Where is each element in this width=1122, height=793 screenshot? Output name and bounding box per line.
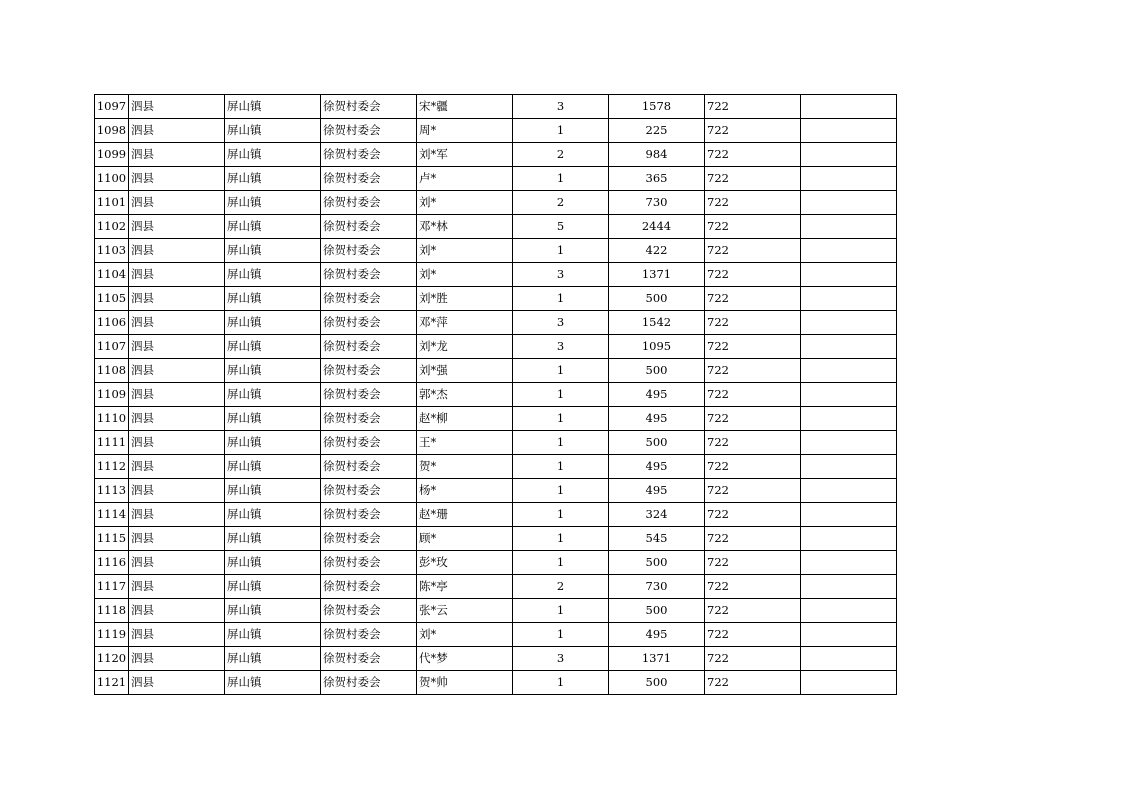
household-count-cell: 1 <box>513 599 609 623</box>
village-committee-cell: 徐贺村委会 <box>321 383 417 407</box>
county-cell: 泗县 <box>129 407 225 431</box>
amount-cell: 1371 <box>609 263 705 287</box>
household-count-cell: 1 <box>513 455 609 479</box>
row-number-cell: 1118 <box>95 599 129 623</box>
beneficiary-table <box>94 94 897 695</box>
village-committee-cell: 徐贺村委会 <box>321 551 417 575</box>
household-count-cell: 3 <box>513 335 609 359</box>
note-cell <box>801 215 897 239</box>
village-committee-cell: 徐贺村委会 <box>321 143 417 167</box>
town-cell: 屏山镇 <box>225 143 321 167</box>
note-cell <box>801 479 897 503</box>
village-committee-cell: 徐贺村委会 <box>321 599 417 623</box>
village-committee-cell: 徐贺村委会 <box>321 503 417 527</box>
code-cell: 722 <box>705 359 801 383</box>
table-row <box>95 647 897 671</box>
code-cell: 722 <box>705 215 801 239</box>
note-cell <box>801 383 897 407</box>
county-cell: 泗县 <box>129 647 225 671</box>
row-number-cell: 1097 <box>95 95 129 119</box>
town-cell: 屏山镇 <box>225 623 321 647</box>
note-cell <box>801 287 897 311</box>
household-count-cell: 2 <box>513 143 609 167</box>
town-cell: 屏山镇 <box>225 551 321 575</box>
village-committee-cell: 徐贺村委会 <box>321 407 417 431</box>
table-row <box>95 335 897 359</box>
household-count-cell: 1 <box>513 671 609 695</box>
row-number-cell: 1098 <box>95 119 129 143</box>
amount-cell: 500 <box>609 671 705 695</box>
table-row <box>95 287 897 311</box>
household-count-cell: 1 <box>513 383 609 407</box>
note-cell <box>801 431 897 455</box>
person-name-cell: 张*云 <box>417 599 513 623</box>
village-committee-cell: 徐贺村委会 <box>321 359 417 383</box>
household-count-cell: 3 <box>513 95 609 119</box>
amount-cell: 324 <box>609 503 705 527</box>
code-cell: 722 <box>705 263 801 287</box>
household-count-cell: 5 <box>513 215 609 239</box>
person-name-cell: 贺*帅 <box>417 671 513 695</box>
town-cell: 屏山镇 <box>225 167 321 191</box>
village-committee-cell: 徐贺村委会 <box>321 647 417 671</box>
table-row <box>95 575 897 599</box>
county-cell: 泗县 <box>129 503 225 527</box>
village-committee-cell: 徐贺村委会 <box>321 311 417 335</box>
amount-cell: 500 <box>609 551 705 575</box>
village-committee-cell: 徐贺村委会 <box>321 623 417 647</box>
amount-cell: 500 <box>609 599 705 623</box>
village-committee-cell: 徐贺村委会 <box>321 335 417 359</box>
code-cell: 722 <box>705 407 801 431</box>
person-name-cell: 卢* <box>417 167 513 191</box>
code-cell: 722 <box>705 647 801 671</box>
village-committee-cell: 徐贺村委会 <box>321 479 417 503</box>
note-cell <box>801 551 897 575</box>
row-number-cell: 1100 <box>95 167 129 191</box>
table-row <box>95 311 897 335</box>
town-cell: 屏山镇 <box>225 95 321 119</box>
row-number-cell: 1114 <box>95 503 129 527</box>
note-cell <box>801 455 897 479</box>
amount-cell: 730 <box>609 575 705 599</box>
code-cell: 722 <box>705 431 801 455</box>
note-cell <box>801 671 897 695</box>
amount-cell: 495 <box>609 383 705 407</box>
person-name-cell: 刘* <box>417 239 513 263</box>
household-count-cell: 1 <box>513 551 609 575</box>
table-row <box>95 551 897 575</box>
code-cell: 722 <box>705 455 801 479</box>
person-name-cell: 邓*林 <box>417 215 513 239</box>
household-count-cell: 1 <box>513 527 609 551</box>
household-count-cell: 1 <box>513 287 609 311</box>
row-number-cell: 1113 <box>95 479 129 503</box>
village-committee-cell: 徐贺村委会 <box>321 671 417 695</box>
code-cell: 722 <box>705 95 801 119</box>
row-number-cell: 1105 <box>95 287 129 311</box>
note-cell <box>801 503 897 527</box>
county-cell: 泗县 <box>129 335 225 359</box>
amount-cell: 984 <box>609 143 705 167</box>
county-cell: 泗县 <box>129 359 225 383</box>
village-committee-cell: 徐贺村委会 <box>321 167 417 191</box>
amount-cell: 495 <box>609 479 705 503</box>
county-cell: 泗县 <box>129 551 225 575</box>
table-row <box>95 191 897 215</box>
household-count-cell: 3 <box>513 311 609 335</box>
town-cell: 屏山镇 <box>225 647 321 671</box>
row-number-cell: 1107 <box>95 335 129 359</box>
code-cell: 722 <box>705 191 801 215</box>
amount-cell: 1095 <box>609 335 705 359</box>
note-cell <box>801 575 897 599</box>
table-row <box>95 383 897 407</box>
county-cell: 泗县 <box>129 287 225 311</box>
town-cell: 屏山镇 <box>225 431 321 455</box>
amount-cell: 225 <box>609 119 705 143</box>
person-name-cell: 周* <box>417 119 513 143</box>
person-name-cell: 王* <box>417 431 513 455</box>
code-cell: 722 <box>705 119 801 143</box>
code-cell: 722 <box>705 383 801 407</box>
village-committee-cell: 徐贺村委会 <box>321 527 417 551</box>
table-row <box>95 623 897 647</box>
town-cell: 屏山镇 <box>225 383 321 407</box>
code-cell: 722 <box>705 503 801 527</box>
amount-cell: 365 <box>609 167 705 191</box>
amount-cell: 500 <box>609 287 705 311</box>
village-committee-cell: 徐贺村委会 <box>321 455 417 479</box>
county-cell: 泗县 <box>129 575 225 599</box>
note-cell <box>801 623 897 647</box>
household-count-cell: 1 <box>513 479 609 503</box>
person-name-cell: 代*梦 <box>417 647 513 671</box>
county-cell: 泗县 <box>129 623 225 647</box>
note-cell <box>801 359 897 383</box>
amount-cell: 495 <box>609 455 705 479</box>
county-cell: 泗县 <box>129 383 225 407</box>
row-number-cell: 1103 <box>95 239 129 263</box>
note-cell <box>801 647 897 671</box>
table-row <box>95 431 897 455</box>
table-row <box>95 119 897 143</box>
person-name-cell: 赵*柳 <box>417 407 513 431</box>
county-cell: 泗县 <box>129 599 225 623</box>
household-count-cell: 1 <box>513 503 609 527</box>
county-cell: 泗县 <box>129 479 225 503</box>
county-cell: 泗县 <box>129 191 225 215</box>
note-cell <box>801 119 897 143</box>
village-committee-cell: 徐贺村委会 <box>321 575 417 599</box>
table-row <box>95 359 897 383</box>
note-cell <box>801 335 897 359</box>
table-row <box>95 599 897 623</box>
amount-cell: 1578 <box>609 95 705 119</box>
code-cell: 722 <box>705 239 801 263</box>
household-count-cell: 1 <box>513 407 609 431</box>
town-cell: 屏山镇 <box>225 287 321 311</box>
code-cell: 722 <box>705 287 801 311</box>
village-committee-cell: 徐贺村委会 <box>321 95 417 119</box>
note-cell <box>801 239 897 263</box>
town-cell: 屏山镇 <box>225 239 321 263</box>
row-number-cell: 1120 <box>95 647 129 671</box>
table-row <box>95 263 897 287</box>
town-cell: 屏山镇 <box>225 191 321 215</box>
code-cell: 722 <box>705 671 801 695</box>
town-cell: 屏山镇 <box>225 455 321 479</box>
row-number-cell: 1117 <box>95 575 129 599</box>
note-cell <box>801 143 897 167</box>
person-name-cell: 刘* <box>417 623 513 647</box>
village-committee-cell: 徐贺村委会 <box>321 215 417 239</box>
code-cell: 722 <box>705 143 801 167</box>
row-number-cell: 1121 <box>95 671 129 695</box>
note-cell <box>801 527 897 551</box>
amount-cell: 2444 <box>609 215 705 239</box>
person-name-cell: 顾* <box>417 527 513 551</box>
county-cell: 泗县 <box>129 215 225 239</box>
amount-cell: 1542 <box>609 311 705 335</box>
person-name-cell: 刘* <box>417 191 513 215</box>
person-name-cell: 刘*胜 <box>417 287 513 311</box>
amount-cell: 495 <box>609 623 705 647</box>
household-count-cell: 1 <box>513 239 609 263</box>
village-committee-cell: 徐贺村委会 <box>321 287 417 311</box>
code-cell: 722 <box>705 335 801 359</box>
row-number-cell: 1119 <box>95 623 129 647</box>
person-name-cell: 刘*龙 <box>417 335 513 359</box>
person-name-cell: 贺* <box>417 455 513 479</box>
town-cell: 屏山镇 <box>225 599 321 623</box>
code-cell: 722 <box>705 167 801 191</box>
household-count-cell: 1 <box>513 119 609 143</box>
amount-cell: 495 <box>609 407 705 431</box>
person-name-cell: 刘*强 <box>417 359 513 383</box>
village-committee-cell: 徐贺村委会 <box>321 239 417 263</box>
person-name-cell: 杨* <box>417 479 513 503</box>
table-row <box>95 455 897 479</box>
town-cell: 屏山镇 <box>225 359 321 383</box>
person-name-cell: 赵*珊 <box>417 503 513 527</box>
county-cell: 泗县 <box>129 239 225 263</box>
town-cell: 屏山镇 <box>225 311 321 335</box>
town-cell: 屏山镇 <box>225 263 321 287</box>
row-number-cell: 1106 <box>95 311 129 335</box>
code-cell: 722 <box>705 311 801 335</box>
county-cell: 泗县 <box>129 311 225 335</box>
table-row <box>95 479 897 503</box>
town-cell: 屏山镇 <box>225 479 321 503</box>
household-count-cell: 1 <box>513 167 609 191</box>
table-row <box>95 239 897 263</box>
table-row <box>95 503 897 527</box>
household-count-cell: 3 <box>513 647 609 671</box>
town-cell: 屏山镇 <box>225 527 321 551</box>
household-count-cell: 1 <box>513 359 609 383</box>
county-cell: 泗县 <box>129 527 225 551</box>
village-committee-cell: 徐贺村委会 <box>321 431 417 455</box>
code-cell: 722 <box>705 623 801 647</box>
town-cell: 屏山镇 <box>225 119 321 143</box>
row-number-cell: 1101 <box>95 191 129 215</box>
table-row <box>95 215 897 239</box>
amount-cell: 730 <box>609 191 705 215</box>
table-row <box>95 95 897 119</box>
row-number-cell: 1099 <box>95 143 129 167</box>
table-row <box>95 167 897 191</box>
code-cell: 722 <box>705 551 801 575</box>
person-name-cell: 陈*亭 <box>417 575 513 599</box>
county-cell: 泗县 <box>129 431 225 455</box>
table-row <box>95 527 897 551</box>
town-cell: 屏山镇 <box>225 671 321 695</box>
person-name-cell: 彭*玫 <box>417 551 513 575</box>
row-number-cell: 1104 <box>95 263 129 287</box>
amount-cell: 500 <box>609 359 705 383</box>
note-cell <box>801 263 897 287</box>
village-committee-cell: 徐贺村委会 <box>321 263 417 287</box>
county-cell: 泗县 <box>129 95 225 119</box>
town-cell: 屏山镇 <box>225 335 321 359</box>
village-committee-cell: 徐贺村委会 <box>321 191 417 215</box>
village-committee-cell: 徐贺村委会 <box>321 119 417 143</box>
note-cell <box>801 311 897 335</box>
row-number-cell: 1111 <box>95 431 129 455</box>
amount-cell: 1371 <box>609 647 705 671</box>
row-number-cell: 1102 <box>95 215 129 239</box>
person-name-cell: 郭*杰 <box>417 383 513 407</box>
person-name-cell: 刘* <box>417 263 513 287</box>
table-body <box>95 95 897 695</box>
town-cell: 屏山镇 <box>225 215 321 239</box>
amount-cell: 422 <box>609 239 705 263</box>
note-cell <box>801 95 897 119</box>
county-cell: 泗县 <box>129 455 225 479</box>
county-cell: 泗县 <box>129 119 225 143</box>
row-number-cell: 1115 <box>95 527 129 551</box>
town-cell: 屏山镇 <box>225 575 321 599</box>
code-cell: 722 <box>705 575 801 599</box>
note-cell <box>801 191 897 215</box>
person-name-cell: 刘*军 <box>417 143 513 167</box>
amount-cell: 545 <box>609 527 705 551</box>
county-cell: 泗县 <box>129 671 225 695</box>
row-number-cell: 1112 <box>95 455 129 479</box>
household-count-cell: 2 <box>513 191 609 215</box>
row-number-cell: 1108 <box>95 359 129 383</box>
note-cell <box>801 407 897 431</box>
county-cell: 泗县 <box>129 167 225 191</box>
person-name-cell: 宋*疆 <box>417 95 513 119</box>
code-cell: 722 <box>705 599 801 623</box>
household-count-cell: 1 <box>513 431 609 455</box>
note-cell <box>801 599 897 623</box>
county-cell: 泗县 <box>129 263 225 287</box>
table-row <box>95 671 897 695</box>
amount-cell: 500 <box>609 431 705 455</box>
note-cell <box>801 167 897 191</box>
row-number-cell: 1109 <box>95 383 129 407</box>
household-count-cell: 2 <box>513 575 609 599</box>
code-cell: 722 <box>705 527 801 551</box>
code-cell: 722 <box>705 479 801 503</box>
town-cell: 屏山镇 <box>225 407 321 431</box>
row-number-cell: 1110 <box>95 407 129 431</box>
household-count-cell: 1 <box>513 623 609 647</box>
person-name-cell: 邓*萍 <box>417 311 513 335</box>
town-cell: 屏山镇 <box>225 503 321 527</box>
row-number-cell: 1116 <box>95 551 129 575</box>
table-row <box>95 407 897 431</box>
county-cell: 泗县 <box>129 143 225 167</box>
household-count-cell: 3 <box>513 263 609 287</box>
table-row <box>95 143 897 167</box>
